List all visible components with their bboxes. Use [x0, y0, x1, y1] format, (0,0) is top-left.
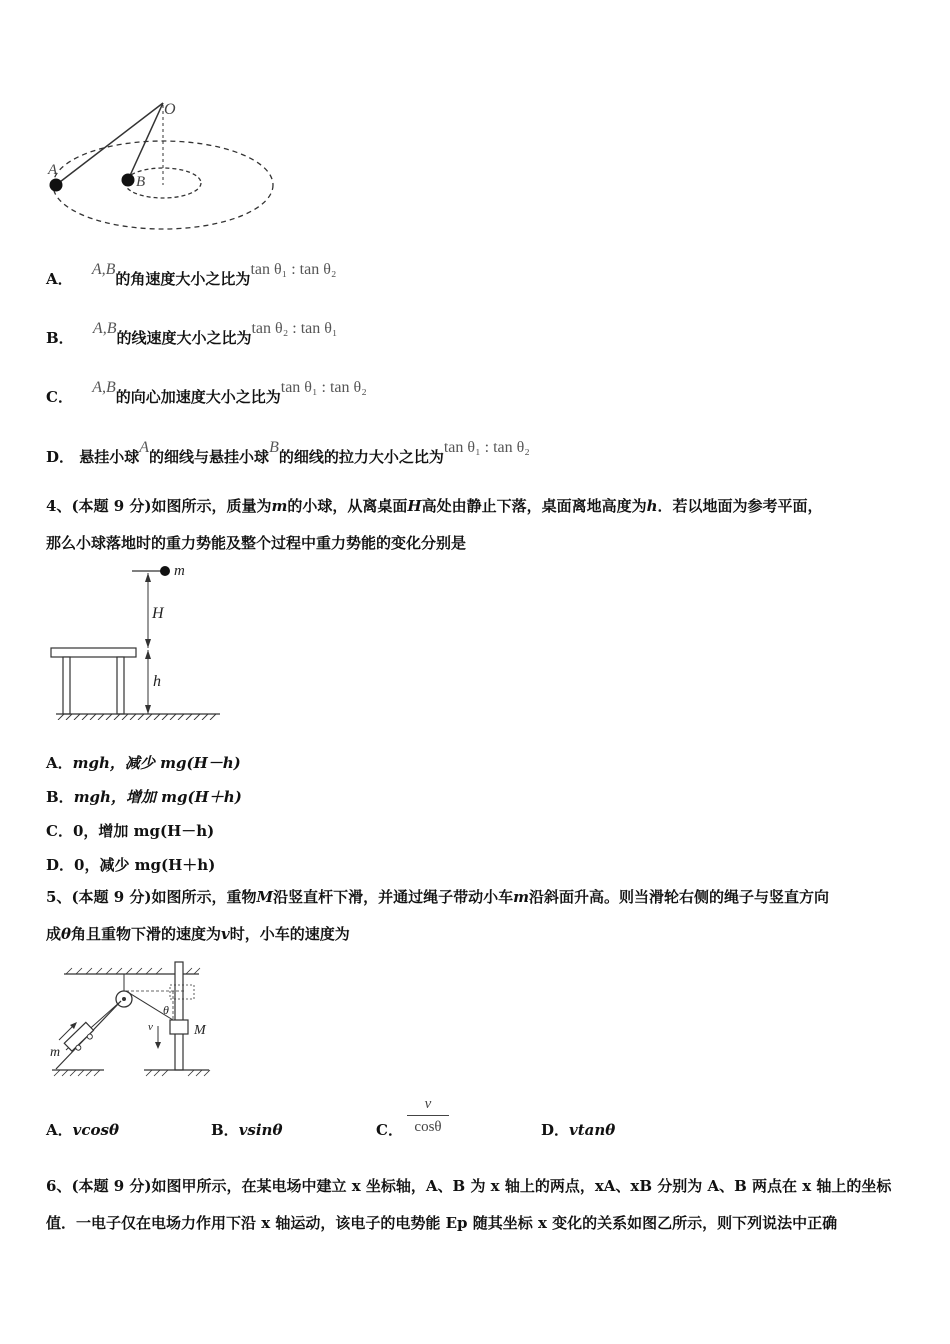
q5-stem-line2: 成θ角且重物下滑的速度为v时，小车的速度为 — [46, 925, 350, 943]
label-M: M — [194, 1023, 206, 1038]
label-v: v — [148, 1021, 153, 1033]
label-m: m — [50, 1045, 61, 1060]
q5-stem-line1: 5、(本题 9 分)如图所示，重物M沿竖直杆下滑，并通过绳子带动小车m沿斜面升高。则当滑轮右侧的绳子与竖直方向 — [46, 888, 830, 906]
subject: A,B — [92, 320, 117, 337]
label-m: m — [174, 563, 185, 579]
ratio: tan θ₁ : tan θ₂ — [280, 379, 367, 396]
ratio: tan θ₁ : tan θ₂ — [443, 439, 530, 456]
ratio: tan θ₁ : tan θ₂ — [250, 261, 337, 278]
q4-stem-line1: 4、(本题 9 分)如图所示，质量为m的小球，从离桌面H高处由静止下落，桌面离地高度为h．若以地面为参考平面， — [46, 497, 823, 515]
q5-option-c[interactable]: C． — [376, 1121, 403, 1139]
q4-option-a[interactable]: A．mgh，减少 mg(H－h) — [46, 754, 241, 772]
q4-option-d[interactable]: D．0，减少 mg(H＋h) — [46, 856, 216, 874]
ball-m — [160, 566, 170, 576]
q4-option-b[interactable]: B．mgh，增加 mg(H＋h) — [46, 788, 242, 806]
q3-option-b[interactable]: B． A,B的线速度大小之比为tan θ₂ : tan θ₁ — [46, 320, 338, 347]
q3-option-d[interactable]: D． 悬挂小球A的细线与悬挂小球B的细线的拉力大小之比为tan θ₁ : tan θ₂ — [46, 439, 530, 466]
subject: A,B — [92, 379, 116, 396]
q5-option-a[interactable]: A．vcosθ — [46, 1121, 119, 1139]
q6-stem-line1: 6、(本题 9 分)如图甲所示，在某电场中建立 x 坐标轴，A、B 为 x 轴上的两点，xA、xB 分别为 A、B 两点在 x 轴上的坐标 — [46, 1177, 892, 1195]
q3-option-a[interactable]: A． A,B的角速度大小之比为tan θ₁ : tan θ₂ — [46, 261, 337, 288]
block-M — [170, 1020, 188, 1034]
table-leg-left — [63, 657, 70, 714]
table-top — [51, 648, 136, 657]
label-theta: θ — [163, 1003, 169, 1017]
q5-option-c-fraction: v cosθ — [407, 1095, 449, 1136]
ratio: tan θ₂ : tan θ₁ — [251, 320, 338, 337]
label-H: H — [152, 605, 164, 622]
label-b: B — [136, 174, 146, 190]
q5-option-b[interactable]: B．vsinθ — [211, 1121, 283, 1139]
ball-a — [50, 179, 63, 192]
string-a — [56, 103, 163, 185]
q4-option-c[interactable]: C．0，增加 mg(H－h) — [46, 822, 215, 840]
label-a: A — [48, 162, 58, 178]
q6-stem-line2: 值．一电子仅在电场力作用下沿 x 轴运动，该电子的电势能 Ep 随其坐标 x 变化的关系如图乙所示，则下列说法中正确 — [46, 1214, 838, 1232]
table-leg-right — [117, 657, 124, 714]
q4-stem-line2: 那么小球落地时的重力势能及整个过程中重力势能的变化分别是 — [46, 534, 467, 552]
subject: A,B — [91, 261, 116, 278]
vertical-rod — [175, 962, 183, 1070]
q5-option-d[interactable]: D．vtanθ — [541, 1121, 616, 1139]
conical-pendulum-figure — [40, 95, 285, 240]
ball-b — [122, 174, 135, 187]
label-h: h — [153, 673, 161, 690]
pulley-incline-figure — [44, 958, 214, 1080]
q3-option-c[interactable]: C． A,B的向心加速度大小之比为tan θ₁ : tan θ₂ — [46, 379, 367, 406]
label-o: O — [164, 101, 176, 118]
table-ball-figure — [48, 560, 228, 720]
